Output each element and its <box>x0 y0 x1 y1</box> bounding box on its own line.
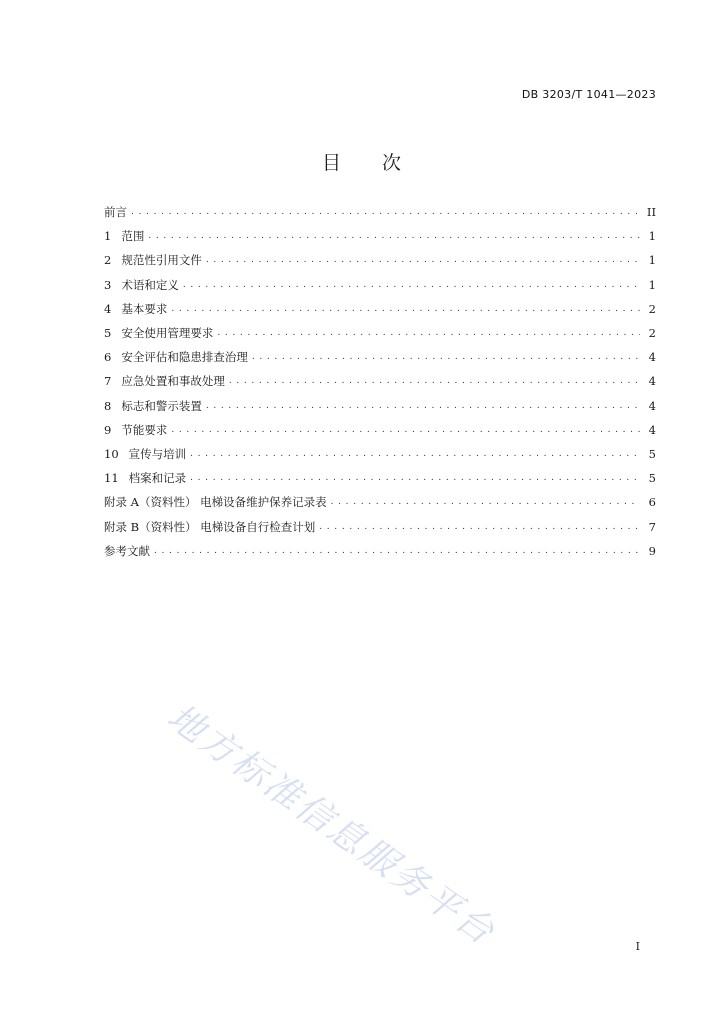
toc-entry-archives-records[interactable] <box>104 466 656 490</box>
toc-leader-dots <box>331 495 640 509</box>
toc-entry-page: 6 <box>648 495 656 510</box>
toc-entry-basic-requirements[interactable] <box>104 297 656 321</box>
toc-entry-number: 8 <box>104 398 112 413</box>
toc-entry-bibliography[interactable] <box>104 539 656 563</box>
toc-leader-dots <box>131 205 640 219</box>
toc-entry-appendix-b[interactable] <box>104 514 656 538</box>
toc-entry-title: 应急处置和事故处理 <box>121 374 225 389</box>
toc-entry-page: 4 <box>648 422 656 437</box>
toc-list <box>104 200 656 563</box>
toc-entry-number: 7 <box>104 374 112 389</box>
toc-entry-title: 标志和警示装置 <box>121 398 202 413</box>
toc-entry-page: 1 <box>648 253 656 268</box>
toc-entry-title: 宣传与培训 <box>128 446 187 461</box>
toc-entry-page: 4 <box>648 398 656 413</box>
toc-entry-emergency-response[interactable] <box>104 369 656 393</box>
toc-entry-label <box>104 253 206 267</box>
toc-leader-dots <box>154 544 640 558</box>
toc-entry-title: 基本要求 <box>121 301 168 316</box>
toc-entry-page: 4 <box>648 350 656 365</box>
toc-entry-terms-definitions[interactable] <box>104 273 656 297</box>
toc-entry-title: 附录 B（资料性） 电梯设备自行检查计划 <box>104 519 316 534</box>
toc-entry-title: 安全使用管理要求 <box>121 326 214 341</box>
toc-entry-number: 1 <box>104 229 112 244</box>
toc-entry-label <box>104 544 154 558</box>
toc-entry-label <box>104 423 171 437</box>
toc-entry-safety-assessment[interactable] <box>104 345 656 369</box>
toc-leader-dots <box>206 399 640 413</box>
toc-entry-label <box>104 471 190 485</box>
toc-leader-dots <box>217 326 640 340</box>
toc-entry-page: II <box>646 205 656 220</box>
toc-entry-page: 5 <box>648 471 656 486</box>
toc-entry-label <box>104 495 331 509</box>
document-code: DB 3203/T 1041—2023 <box>521 88 656 101</box>
toc-entry-energy-saving[interactable] <box>104 418 656 442</box>
toc-title-left: 目 <box>321 152 342 174</box>
toc-entry-page: 9 <box>648 543 656 558</box>
toc-entry-appendix-a[interactable] <box>104 490 656 514</box>
page-number: I <box>635 940 640 953</box>
toc-entry-number: 11 <box>104 471 119 486</box>
toc-title <box>0 148 724 175</box>
toc-entry-label <box>104 447 190 461</box>
toc-entry-title: 术语和定义 <box>121 277 179 292</box>
toc-entry-label <box>104 326 217 340</box>
toc-entry-page: 2 <box>648 326 656 341</box>
toc-entry-safe-use-management[interactable] <box>104 321 656 345</box>
toc-entry-normative-references[interactable] <box>104 248 656 272</box>
toc-leader-dots <box>190 471 640 485</box>
toc-entry-scope[interactable] <box>104 224 656 248</box>
toc-leader-dots <box>206 253 640 267</box>
toc-entry-signs-warnings[interactable] <box>104 394 656 418</box>
toc-leader-dots <box>183 278 640 292</box>
toc-entry-page: 5 <box>648 446 656 461</box>
toc-entry-foreword[interactable] <box>104 200 656 224</box>
toc-entry-page: 1 <box>648 229 656 244</box>
toc-entry-page: 1 <box>648 277 656 292</box>
toc-entry-label <box>104 399 206 413</box>
toc-entry-label <box>104 302 171 316</box>
toc-entry-publicity-training[interactable] <box>104 442 656 466</box>
toc-entry-title: 前言 <box>104 205 127 220</box>
toc-leader-dots <box>319 520 640 534</box>
toc-entry-page: 4 <box>648 374 656 389</box>
toc-entry-title: 安全评估和隐患排查治理 <box>121 350 248 365</box>
toc-entry-title: 节能要求 <box>121 422 168 437</box>
toc-entry-number: 4 <box>104 301 112 316</box>
toc-leader-dots <box>252 350 640 364</box>
toc-entry-page: 2 <box>648 301 656 316</box>
toc-entry-title: 参考文献 <box>104 543 150 558</box>
toc-entry-label <box>104 229 148 243</box>
toc-leader-dots <box>171 302 640 316</box>
toc-leader-dots <box>171 423 640 437</box>
toc-entry-title: 规范性引用文件 <box>121 253 202 268</box>
toc-entry-number: 5 <box>104 326 112 341</box>
toc-entry-number: 6 <box>104 350 112 365</box>
toc-entry-title: 范围 <box>121 229 145 244</box>
toc-entry-number: 10 <box>104 446 119 461</box>
toc-leader-dots <box>190 447 640 461</box>
toc-entry-title: 附录 A（资料性） 电梯设备维护保养记录表 <box>104 495 327 510</box>
toc-leader-dots <box>229 374 640 388</box>
toc-entry-label <box>104 374 229 388</box>
toc-entry-label <box>104 278 183 292</box>
toc-entry-label <box>104 350 252 364</box>
toc-entry-label <box>104 520 319 534</box>
watermark: 地方标准信息服务平台 <box>159 696 503 954</box>
toc-entry-number: 2 <box>104 253 112 268</box>
toc-entry-page: 7 <box>648 519 656 534</box>
toc-entry-label <box>104 205 131 219</box>
toc-entry-number: 9 <box>104 422 112 437</box>
toc-leader-dots <box>148 229 640 243</box>
toc-entry-number: 3 <box>104 277 112 292</box>
toc-title-right: 次 <box>382 152 403 174</box>
toc-entry-title: 档案和记录 <box>128 471 187 486</box>
